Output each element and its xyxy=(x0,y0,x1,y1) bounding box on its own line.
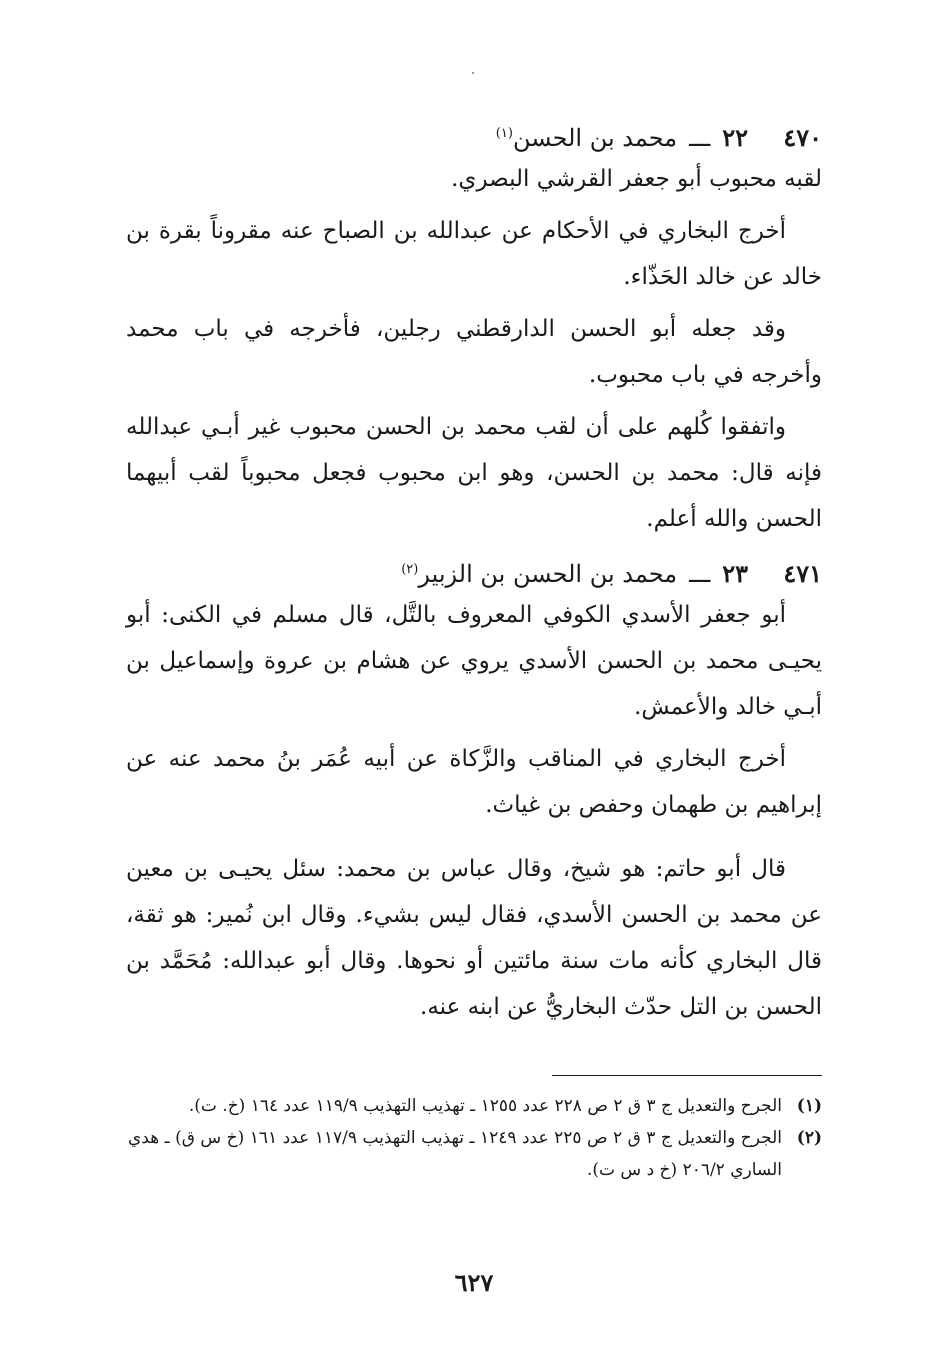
footnotes xyxy=(128,1090,822,1186)
footnote-item xyxy=(128,1090,822,1122)
entry-name-text: محمد بن الحسن xyxy=(512,124,678,152)
entry-global-number: ٤٧١ xyxy=(783,559,822,588)
entry-local-number: ٢٢ xyxy=(722,123,748,152)
entry-name-text: محمد بن الحسن بن الزبير xyxy=(418,560,678,588)
entry-dash: ـــ xyxy=(689,124,711,152)
entry-global-number: ٤٧٠ xyxy=(783,123,822,152)
entry-name xyxy=(496,112,677,160)
entry-paragraph: وقد جعله أبو الحسن الدارقطني رجلين، فأخرجه في باب محمد وأخرجه في باب محبوب. xyxy=(126,316,822,388)
footnote-mark: (٢) xyxy=(796,1128,822,1148)
entry-dash: ـــ xyxy=(689,560,711,588)
entry-paragraph: أخرج البخاري في الأحكام عن عبدالله بن الصباح عنه مقروناً بقرة بن خالد عن خالد الحَذّاء. xyxy=(126,218,822,290)
footnote-reference: (١) xyxy=(495,126,513,141)
entry-paragraph: لقبه محبوب أبو جعفر القرشي البصري. xyxy=(451,166,822,192)
page-body xyxy=(126,112,822,1036)
footnote-item xyxy=(128,1122,822,1186)
entry-paragraph: قال أبو حاتم: هو شيخ، وقال عباس بن محمد: سئل يحيـى بن معين عن محمد بن الحسن الأسدي، فقال ليس بشيء. وقال ابن نُمير: هو ثقة، قال البخاري كأنه مات سنة مائتين أو نحوها. وقال أبو عبدالله: مُحَمَّد بن الحسن بن التل حدّث البخاريُّ عن ابنه عنه. xyxy=(126,856,822,1020)
page-number: ٦٢٧ xyxy=(454,1268,494,1297)
entry-heading-471 xyxy=(126,548,822,592)
entry-paragraph: أخرج البخاري في المناقب والزَّكاة عن أبيه عُمَر بنُ محمد عنه عن إبراهيم بن طهمان وحفص بن غياث. xyxy=(126,746,822,818)
footnote-mark: (١) xyxy=(796,1096,822,1116)
paragraph-gap xyxy=(126,834,822,846)
entry-heading-470 xyxy=(126,112,822,156)
footnote-text: الجرح والتعديل ج ٣ ق ٢ ص ٢٢٥ عدد ١٢٤٩ ـ تهذيب التهذيب ١١٧/٩ عدد ١٦١ (خ س ق) ـ هدي الساري ٢٠٦/٢ (خ د س ت). xyxy=(128,1128,782,1180)
footnote-text: الجرح والتعديل ج ٣ ق ٢ ص ٢٢٨ عدد ١٢٥٥ ـ تهذيب التهذيب ١١٩/٩ عدد ١٦٤ (خ. ت). xyxy=(188,1096,782,1116)
footnote-reference: (٢) xyxy=(401,562,419,577)
entry-local-number: ٢٣ xyxy=(722,559,748,588)
entry-paragraph: واتفقوا كُلهم على أن لقب محمد بن الحسن محبوب غير أبـي عبدالله فإنه قال: محمد بن الحسن، وهو ابن محبوب فجعل محبوباً لقب أبيهما الحسن والله أعلم. xyxy=(126,414,822,532)
entry-name xyxy=(401,548,677,596)
footnote-divider xyxy=(552,1075,822,1076)
scan-speck xyxy=(472,72,474,74)
entry-paragraph: أبو جعفر الأسدي الكوفي المعروف بالتَّل، قال مسلم في الكنى: أبو يحيـى محمد بن الحسن الأسدي يروي عن هشام بن عروة وإسماعيل بن أبـي خالد والأعمش. xyxy=(126,602,822,720)
